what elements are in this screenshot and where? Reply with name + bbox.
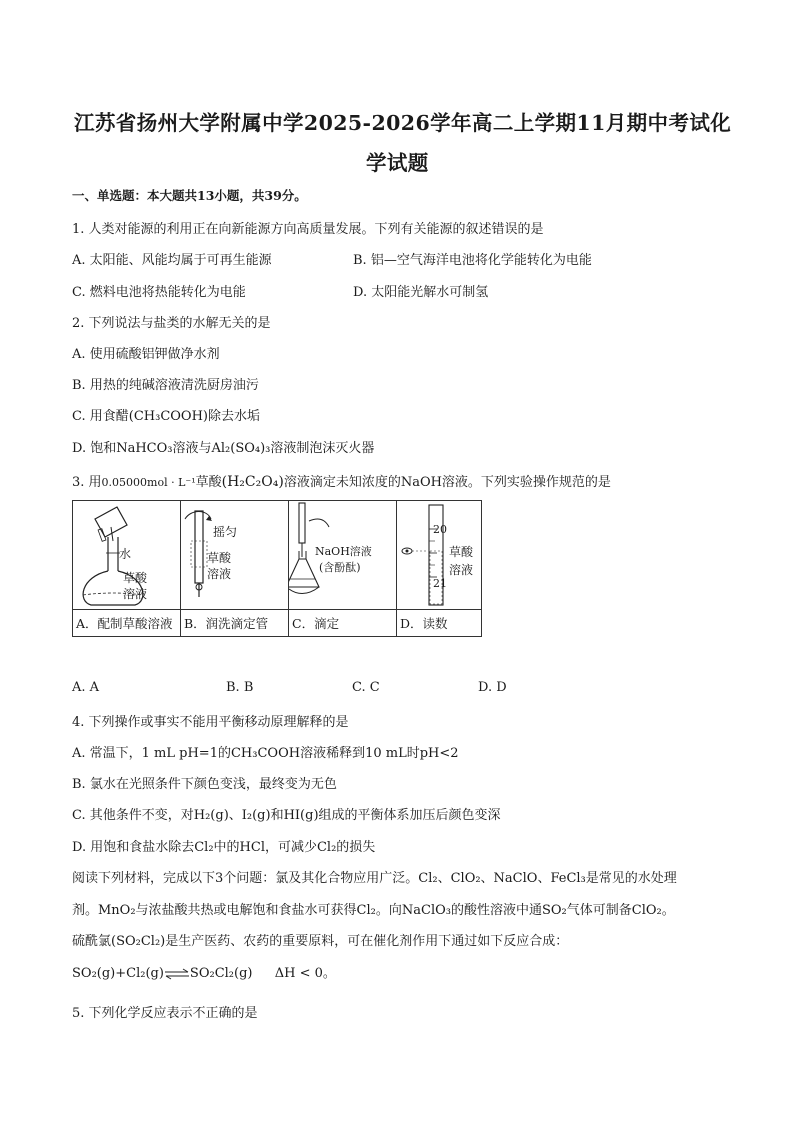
panel-b-solution-label-2: 溶液 (207, 567, 232, 581)
burette-icon (181, 501, 288, 609)
question-1-option-d: D. 太阳能光解水可制氢 (353, 285, 489, 300)
question-1-option-b: B. 铝—空气海洋电池将化学能转化为电能 (353, 253, 592, 268)
question-3-stem-post: 溶液滴定未知浓度的NaOH溶液。下列实验操作规范的是 (283, 475, 611, 490)
section-heading: 一、单选题：本大题共13小题，共39分。 (72, 188, 307, 203)
question-3-option-a: A. A (72, 680, 100, 695)
page-title: 江苏省扬州大学附属中学2025-2026学年高二上学期11月期中考试化 (74, 111, 732, 135)
question-3-stem (72, 471, 611, 490)
equation-left: SO₂(g)+Cl₂(g) (72, 966, 164, 981)
panel-a-solution-label-2: 溶液 (123, 587, 148, 601)
question-1-option-c: C. 燃料电池将热能转化为电能 (72, 285, 246, 300)
question-4-option-b: B. 氯水在光照条件下颜色变浅，最终变为无色 (72, 777, 337, 792)
question-3-option-c: C. C (352, 680, 380, 695)
caption-a: A．配制草酸溶液 (73, 610, 181, 637)
question-2-option-a: A. 使用硫酸铝钾做净水剂 (72, 347, 220, 362)
panel-d-tick-20: 20 (433, 523, 447, 536)
reading-line-2: 剂。MnO₂与浓盐酸共热或电解饱和食盐水可获得Cl₂。向NaClO₃的酸性溶液中通SO₂气体可制备ClO₂。 (72, 903, 675, 918)
panel-c-figure (289, 501, 397, 610)
concentration: 0.05000mol · L⁻¹ (101, 476, 196, 489)
caption-b: B．润洗滴定管 (181, 610, 289, 637)
question-1-option-a: A. 太阳能、风能均属于可再生能源 (72, 253, 272, 268)
question-2-option-b: B. 用热的纯碱溶液清洗厨房油污 (72, 378, 259, 393)
panel-a-figure (73, 501, 181, 610)
equation-enthalpy: ΔH < 0。 (274, 966, 336, 981)
reading-line-1: 阅读下列材料，完成以下3个问题：氯及其化合物应用广泛。Cl₂、ClO₂、NaClO、FeCl₃是常见的水处理 (72, 871, 677, 886)
panel-d-solution-label: 草酸 (449, 545, 474, 559)
caption-d: D．读数 (397, 610, 482, 637)
panel-b-solution-label: 草酸 (207, 551, 232, 565)
question-3-stem-pre: 3. 用 (72, 475, 102, 490)
panel-a-water-label: 水 (119, 547, 132, 561)
question-3-option-d: D. D (478, 680, 507, 695)
question-5-stem: 5. 下列化学反应表示不正确的是 (72, 1006, 258, 1021)
question-2-option-c: C. 用食醋(CH₃COOH)除去水垢 (72, 409, 260, 424)
panel-c-indicator-label: (含酚酞) (319, 561, 361, 574)
panel-c-naoh-label: NaOH溶液 (315, 545, 372, 558)
question-4-stem: 4. 下列操作或事实不能用平衡移动原理解释的是 (72, 715, 349, 730)
question-4-option-d: D. 用饱和食盐水除去Cl₂中的HCl，可减少Cl₂的损失 (72, 840, 376, 855)
equation-right: SO₂Cl₂(g) (189, 966, 253, 981)
panel-d-figure (397, 501, 482, 610)
caption-c: C．滴定 (289, 610, 397, 637)
question-4-option-c: C. 其他条件不变，对H₂(g)、I₂(g)和HI(g)组成的平衡体系加压后颜色变深 (72, 808, 501, 823)
equilibrium-arrow-icon (164, 968, 190, 980)
question-3-stem-mid: 草酸 (195, 475, 222, 490)
question-3-option-b: B. B (226, 680, 254, 695)
panel-a-solution-label: 草酸 (123, 571, 148, 585)
experiment-table (72, 500, 482, 637)
question-4-option-a: A. 常温下，1 mL pH=1的CH₃COOH溶液稀释到10 mL时pH<2 (72, 746, 459, 761)
panel-d-solution-label-2: 溶液 (449, 563, 474, 577)
oxalic-formula: (H₂C₂O₄) (221, 474, 284, 490)
question-2-option-d: D. 饱和NaHCO₃溶液与Al₂(SO₄)₃溶液制泡沫灭火器 (72, 441, 375, 456)
panel-b-shake-label: 摇匀 (213, 525, 238, 539)
question-1-stem: 1. 人类对能源的利用正在向新能源方向高质量发展。下列有关能源的叙述错误的是 (72, 222, 544, 237)
page-title-line2: 学试题 (366, 151, 429, 175)
question-2-stem: 2. 下列说法与盐类的水解无关的是 (72, 316, 271, 331)
reaction-equation (72, 962, 336, 981)
reading-line-3: 硫酰氯(SO₂Cl₂)是生产医药、农药的重要原料，可在催化剂作用下通过如下反应合成： (72, 934, 569, 949)
panel-b-figure (181, 501, 289, 610)
panel-d-tick-21: 21 (433, 577, 447, 590)
